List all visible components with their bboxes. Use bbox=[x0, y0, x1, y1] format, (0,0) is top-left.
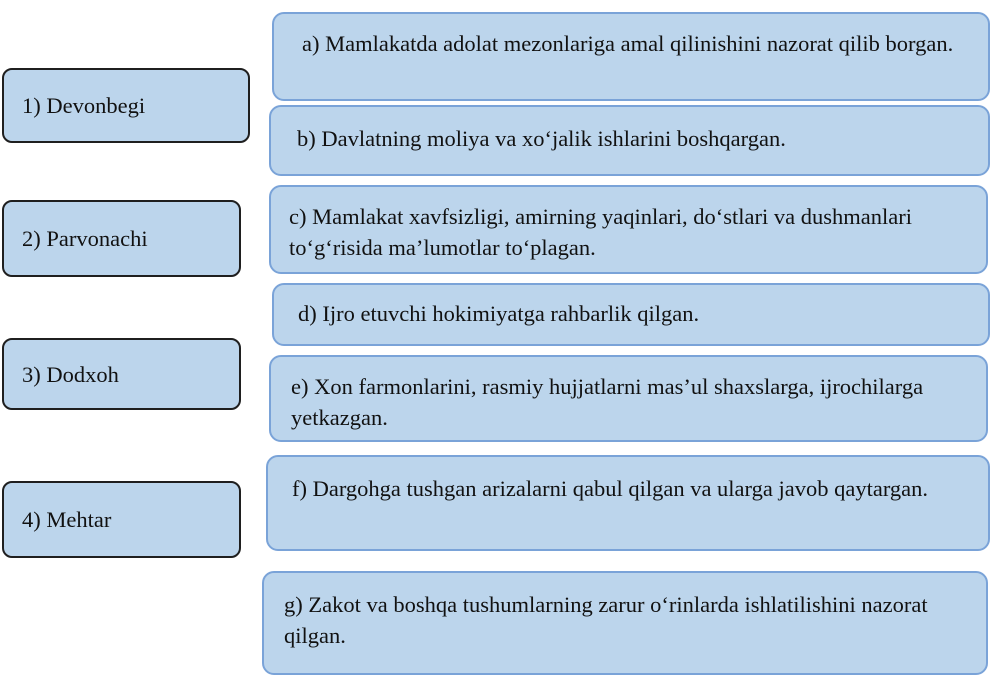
definition-text-d: d) Ijro etuvchi hokimiyatga rahbarlik qilgan. bbox=[298, 301, 700, 326]
definition-text-a: a) Mamlakatda adolat mezonlariga amal qilinishini nazorat qilib borgan. bbox=[302, 31, 954, 56]
definition-box-g bbox=[262, 571, 988, 675]
term-label-4: 4) Mehtar bbox=[22, 507, 112, 532]
term-box-2 bbox=[2, 200, 241, 277]
term-label-2: 2) Parvonachi bbox=[22, 226, 148, 251]
definition-text-f: f) Dargohga tushgan arizalarni qabul qilgan va ularga javob qaytargan. bbox=[292, 476, 929, 501]
definition-box-e bbox=[269, 355, 988, 442]
definition-text-c: c) Mamlakat xavfsizligi, amirning yaqinlari, do‘stlari va dushmanlari to‘g‘risida ma’lumotlar to‘plagan. bbox=[289, 204, 912, 260]
term-label-3: 3) Dodxoh bbox=[22, 361, 119, 387]
definition-text-b: b) Davlatning moliya va xo‘jalik ishlarini boshqargan. bbox=[297, 126, 786, 151]
term-label-1: 1) Devonbegi bbox=[22, 93, 146, 118]
definition-box-f bbox=[266, 455, 990, 551]
definition-box-d bbox=[272, 283, 990, 346]
definition-box-a bbox=[272, 12, 990, 101]
term-box-3 bbox=[2, 338, 241, 410]
definition-box-c bbox=[269, 185, 988, 274]
definition-text-g: g) Zakot va boshqa tushumlarning zarur o‘rinlarda ishlatilishini nazorat qilgan. bbox=[284, 592, 928, 648]
definition-box-b bbox=[269, 105, 990, 176]
term-box-1 bbox=[2, 68, 250, 143]
term-box-4 bbox=[2, 481, 241, 558]
definition-text-e: e) Xon farmonlarini, rasmiy hujjatlarni mas’ul shaxslarga, ijrochilarga yetkazgan. bbox=[291, 374, 924, 430]
